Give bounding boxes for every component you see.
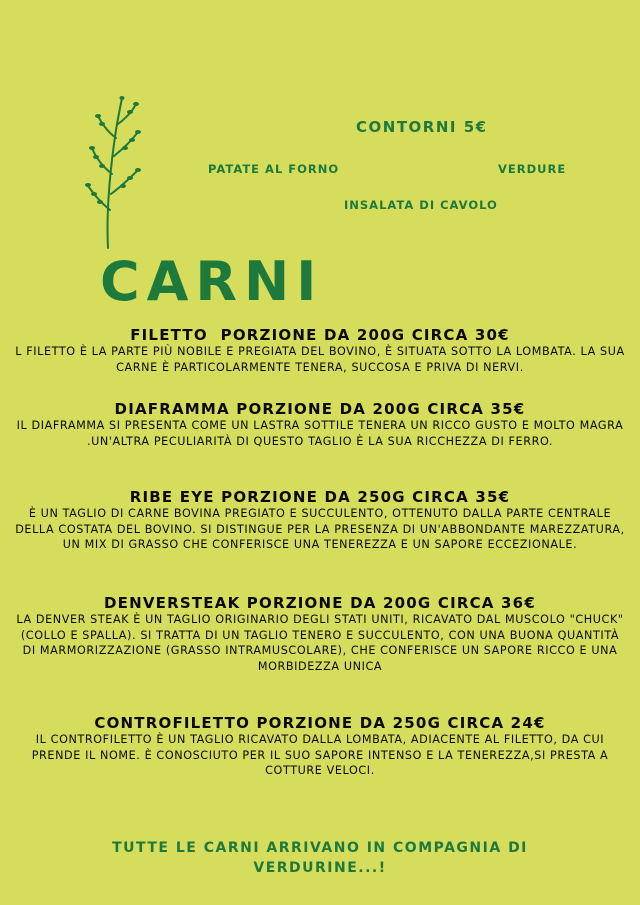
- meat-item-description: IL CONTROFILETTO È UN TAGLIO RICAVATO DALLA LOMBATA, ADIACENTE AL FILETTO, DA CUI PRENDE IL NOME. È CONOSCIUTO PER IL SUO SAPORE INTENSO E LA TENEREZZA,SI PRESTA A COTTURE VELOCI.: [31, 733, 609, 777]
- footer-note: TUTTE LE CARNI ARRIVANO IN COMPAGNIA DI VERDURINE...!: [112, 840, 528, 876]
- meat-item-description: L FILETTO È LA PARTE PIÙ NOBILE E PREGIATA DEL BOVINO, È SITUATA SOTTO LA LOMBATA. LA SUA CARNE È PARTICOLARMENTE TENERA, SUCCOSA E PRIVA DI NERVI.: [15, 345, 625, 374]
- meat-item-title: FILETTO PORZIONE DA 200G CIRCA 30€: [130, 326, 510, 344]
- meat-item-controfiletto: [0, 714, 640, 779]
- plant-sprig-icon: [80, 90, 150, 250]
- meat-item-description: IL DIAFRAMMA SI PRESENTA COME UN LASTRA SOTTILE TENERA UN RICCO GUSTO E MOLTO MAGRA .UN'ALTRA PECULIARITÀ DI QUESTO TAGLIO È LA SUA RICCHEZZA DI FERRO.: [16, 419, 624, 448]
- meat-item-description: È UN TAGLIO DI CARNE BOVINA PREGIATO E SUCCULENTO, OTTENUTO DALLA PARTE CENTRALE DELLA COSTATA DEL BOVINO. SI DISTINGUE PER LA PRESENZA DI UN'ABBONDANTE MAREZZATURA, UN MIX DI GRASSO CHE CONFERISCE UNA TENEREZZA E UN SAPORE ECCEZIONALE.: [15, 507, 625, 551]
- side-item-insalata: INSALATA DI CAVOLO: [344, 198, 498, 212]
- meat-item-denversteak: [0, 594, 640, 674]
- side-item-patate: PATATE AL FORNO: [208, 162, 340, 176]
- meat-item-title: DIAFRAMMA PORZIONE DA 200G CIRCA 35€: [114, 400, 526, 418]
- meat-item-description: LA DENVER STEAK È UN TAGLIO ORIGINARIO DEGLI STATI UNITI, RICAVATO DAL MUSCOLO "CHUCK" (COLLO E SPALLA). SI TRATTA DI UN TAGLIO TENERO E SUCCULENTO, CON UNA BUONA QUANTITÀ DI MARMORIZZAZIONE (GRASSO INTRAMUSCOLARE), CHE CONFERISCE UN SAPORE RICCO E UNA MORBIDEZZA UNICA: [16, 613, 624, 673]
- meat-item-ribeye: [0, 488, 640, 553]
- meat-item-diaframma: [0, 400, 640, 449]
- meat-item-title: DENVERSTEAK PORZIONE DA 200G CIRCA 36€: [104, 594, 536, 612]
- meat-item-title: CONTROFILETTO PORZIONE DA 250G CIRCA 24€: [94, 714, 546, 732]
- carni-title: CARNI: [100, 250, 324, 313]
- side-item-verdure: VERDURE: [498, 162, 567, 176]
- meat-item-filetto: [0, 326, 640, 375]
- contorni-title: CONTORNI 5€: [356, 118, 488, 136]
- meat-item-title: RIBE EYE PORZIONE DA 250G CIRCA 35€: [129, 488, 511, 506]
